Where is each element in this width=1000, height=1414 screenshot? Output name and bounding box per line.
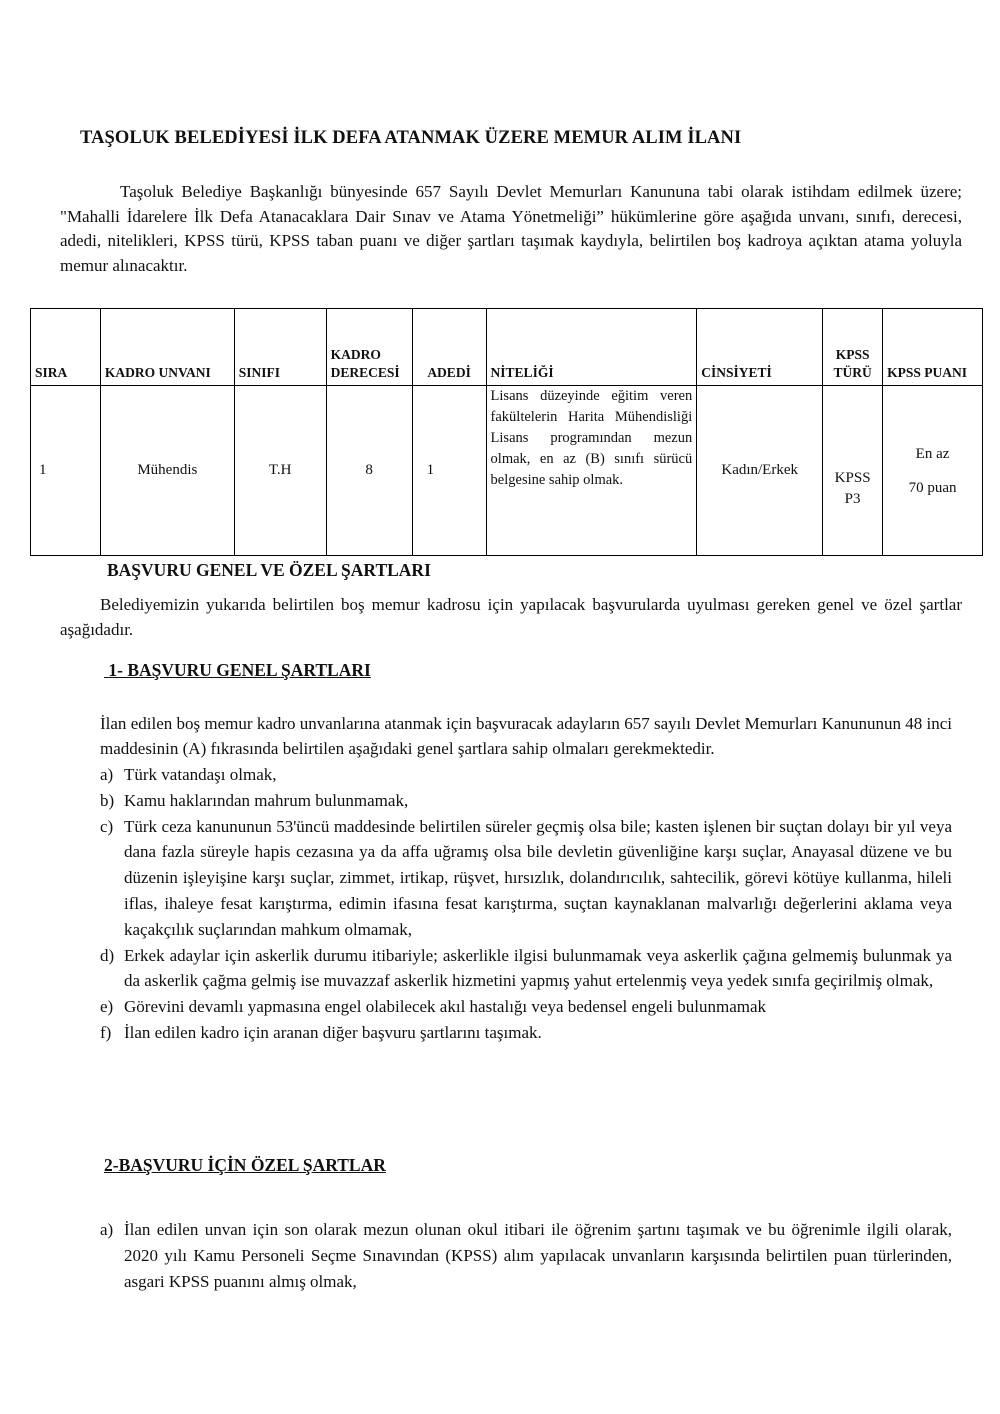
header-sira: SIRA (31, 309, 101, 386)
list-item (100, 943, 952, 995)
section1-list (100, 762, 952, 1046)
intro-paragraph (60, 180, 962, 278)
header-nitelik: NİTELİĞİ (486, 309, 697, 386)
cell-kpss-puani (883, 386, 983, 556)
list-item (100, 814, 952, 943)
list-item-text: Kamu haklarından mahrum bulunmamak, (124, 790, 409, 810)
list-item-text: Türk ceza kanununun 53'üncü maddesinde belirtilen süreler geçmiş olsa bile; kasten işlenen bir suçtan dolayı bir yıl veya dana fazla süreyle hapis cezasına ya da affa uğramış olsa bile devletin güvenliğine karşı suçlar, Anayasal düzene ve bu düzenin işleyişine karşı suçlar, zimmet, irtikap, rüşvet, hırsızlık, dolandırıcılık, sahtecilik, görevi kötüye kullanma, hileli iflas, ihaleye fesat karıştırma, edimin ifasına fesat karıştırma, suçtan kaynaklanan malvarlığı değerlerini aklama veya kaçakçılık suçlarından mahkum olmamak, (124, 816, 952, 939)
header-unvan: KADRO UNVANI (100, 309, 234, 386)
list-item-marker: c) (100, 816, 114, 836)
table-row (31, 386, 983, 556)
section1-heading-text: 1- BAŞVURU GENEL ŞARTLARI (108, 660, 371, 680)
cell-unvan: Mühendis (100, 386, 234, 556)
cell-sira: 1 (31, 386, 101, 556)
page-title: TAŞOLUK BELEDİYESİ İLK DEFA ATANMAK ÜZERE MEMUR ALIM İLANI (80, 128, 742, 148)
intro-text: Taşoluk Belediye Başkanlığı bünyesinde 657 Sayılı Devlet Memurları Kanununa tabi olarak istihdam edilmek üzere; "Mahalli İdarelere İlk Defa Atanacaklara Dair Sınav ve Atama Yönetmeliği” hükümlerine göre aşağıda unvanı, sınıfı, derecesi, adedi, nitelikleri, KPSS türü, KPSS taban puanı ve diğer şartları taşımak kaydıyla, belirtilen boş kadroya açıktan atama yoluyla memur alınacaktır. (60, 182, 962, 275)
section-general-text (60, 593, 962, 642)
section-general-paragraph: Belediyemizin yukarıda belirtilen boş memur kadrosu için yapılacak başvurularda uyulması gereken genel ve özel şartlar aşağıdadır. (60, 595, 962, 639)
cell-nitelik: Lisans düzeyinde eğitim veren fakültelerin Harita Mühendisliği Lisans programından mezun olmak, en az (B) sınıfı sürücü belgesine sahip olmak. (486, 386, 697, 556)
section2-heading: 2-BAŞVURU İÇİN ÖZEL ŞARTLAR (104, 1155, 386, 1175)
kadro-table (30, 308, 983, 556)
kpss-puani-line2: 70 puan (908, 479, 957, 496)
list-item (100, 1020, 952, 1046)
section-general-heading: BAŞVURU GENEL VE ÖZEL ŞARTLARI (107, 560, 431, 580)
list-item-text: Görevini devamlı yapmasına engel olabilecek akıl hastalığı veya bedensel engeli bulunmamak (124, 997, 767, 1017)
cell-sinif: T.H (234, 386, 326, 556)
header-derece: KADRO DERECESİ (326, 309, 412, 386)
header-cinsiyet: CİNSİYETİ (697, 309, 823, 386)
list-item-text: Erkek adaylar için askerlik durumu itibariyle; askerlikle ilgisi bulunmamak veya askerlik çağına gelmemiş bulunmak ya da askerlik çağma gelmiş ise muvazzaf askerlik hizmetini yapmış yahut ertelenmiş veya yedek sınıfa geçirilmiş olmak, (124, 945, 952, 991)
list-item (100, 788, 952, 814)
list-item-marker: f) (100, 1022, 112, 1042)
list-item-marker: b) (100, 790, 115, 810)
section1-intro: İlan edilen boş memur kadro unvanlarına atanmak için başvuracak adayların 657 sayılı Devlet Memurları Kanununun 48 inci maddesinin (A) fıkrasında belirtilen aşağıdaki genel şartlara sahip olmaları gerekmektedir. (100, 714, 952, 758)
list-item-marker: e) (100, 997, 114, 1017)
list-item-marker: a) (100, 1220, 114, 1239)
list-item-marker: a) (100, 765, 114, 784)
cell-adet: 1 (412, 386, 486, 556)
section2-list (100, 1217, 952, 1294)
header-kpss-puani: KPSS PUANI (883, 309, 983, 386)
table-header-row (31, 309, 983, 386)
header-kpss-turu: KPSS TÜRÜ (823, 309, 883, 386)
list-item (100, 1217, 952, 1294)
header-adet: ADEDİ (412, 309, 486, 386)
list-item-marker: d) (100, 945, 115, 965)
header-sinif: SINIFI (234, 309, 326, 386)
cell-cinsiyet: Kadın/Erkek (697, 386, 823, 556)
list-item-text: İlan edilen kadro için aranan diğer başvuru şartlarını taşımak. (124, 1022, 542, 1042)
section1-heading (104, 660, 371, 681)
list-item (100, 762, 952, 788)
cell-kpss-turu: KPSS P3 (823, 386, 883, 556)
kpss-puani-line1: En az (915, 445, 950, 462)
cell-derece: 8 (326, 386, 412, 556)
list-item (100, 994, 952, 1020)
list-item-text: İlan edilen unvan için son olarak mezun olunan okul itibari ile öğrenim şartını taşımak ve bu öğrenimle ilgili olarak, 2020 yılı Kamu Personeli Seçme Sınavından (KPSS) alım yapılacak unvanların karşısında belirtilen puan türlerinden, asgari KPSS puanını almış olmak, (124, 1220, 952, 1291)
list-item-text: Türk vatandaşı olmak, (124, 765, 277, 784)
